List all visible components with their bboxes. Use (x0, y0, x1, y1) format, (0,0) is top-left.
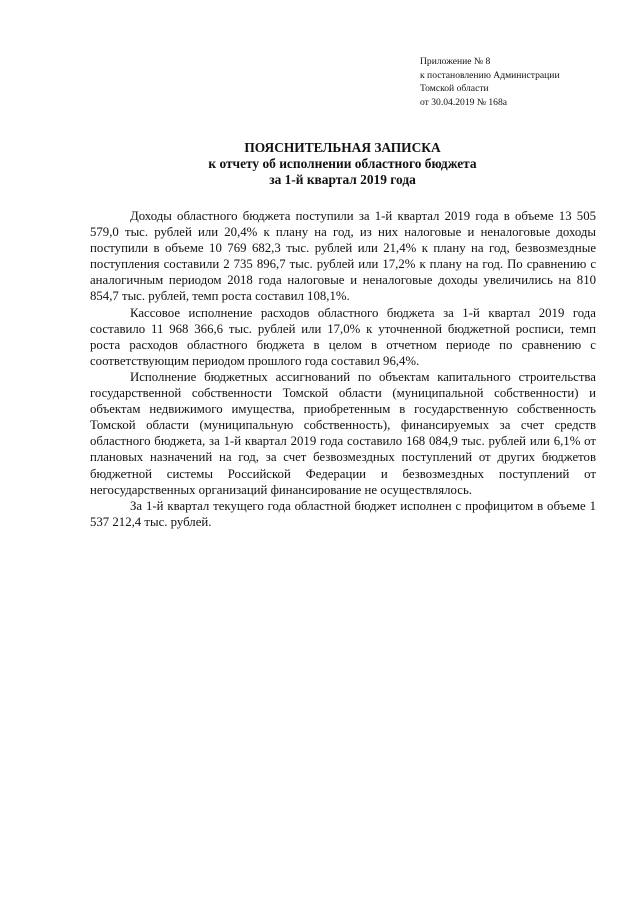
title-period: за 1-й квартал 2019 года (269, 172, 416, 187)
title-main: ПОЯСНИТЕЛЬНАЯ ЗАПИСКА (244, 140, 441, 155)
appendix-note (420, 55, 620, 109)
document-title (90, 140, 595, 188)
appendix-date-number: от 30.04.2019 № 168а (420, 96, 508, 108)
paragraph-revenues: Доходы областного бюджета поступили за 1-й квартал 2019 года в объеме 13 505 579,0 тыс. рублей или 20,4% к плану на год, из них налоговые и неналоговые доходы поступили в объеме 10 769 682,3 тыс. рублей или 21,4% к плану на год, безвозмездные поступления составили 2 735 896,7 тыс. рублей или 17,2% к плану на год. По сравнению с аналогичным периодом 2018 года налоговые и неналоговые доходы увеличились на 810 854,7 тыс. рублей, темп роста составил 108,1%. (90, 209, 596, 304)
appendix-number: Приложение № 8 (420, 56, 491, 67)
paragraph-surplus: За 1-й квартал текущего года областной бюджет исполнен с профицитом в объеме 1 537 212,4 тыс. рублей. (90, 498, 596, 529)
appendix-region: Томской области (420, 83, 489, 94)
paragraph-expenditures: Кассовое исполнение расходов областного бюджета за 1-й квартал 2019 года составило 11 968 366,6 тыс. рублей или 17,0% к уточненной бюджетной росписи, темп роста расходов областного бюджета в целом в отчетном периоде по сравнению с соответствующим периодом прошлого года составил 96,4%. (90, 305, 596, 368)
title-subtitle: к отчету об исполнении областного бюджета (208, 156, 477, 171)
document-body (90, 208, 596, 530)
appendix-resolution: к постановлению Администрации (420, 69, 560, 81)
paragraph-capital-construction: Исполнение бюджетных ассигнований по объектам капитального строительства государственной собственности Томской области (муниципальной собственности) и объектам недвижимого имущества, приобретенным в государственную собственность Томской области (муниципальную собственность), финансируемых за счет средств областного бюджета, за 1-й квартал 2019 года составило 168 084,9 тыс. рублей или 6,1% от плановых назначений на год, за счет безвозмездных поступлений от других бюджетов бюджетной системы Российской Федерации и безвозмездных поступлений от негосударственных организаций финансирование не осуществлялось. (90, 369, 596, 497)
